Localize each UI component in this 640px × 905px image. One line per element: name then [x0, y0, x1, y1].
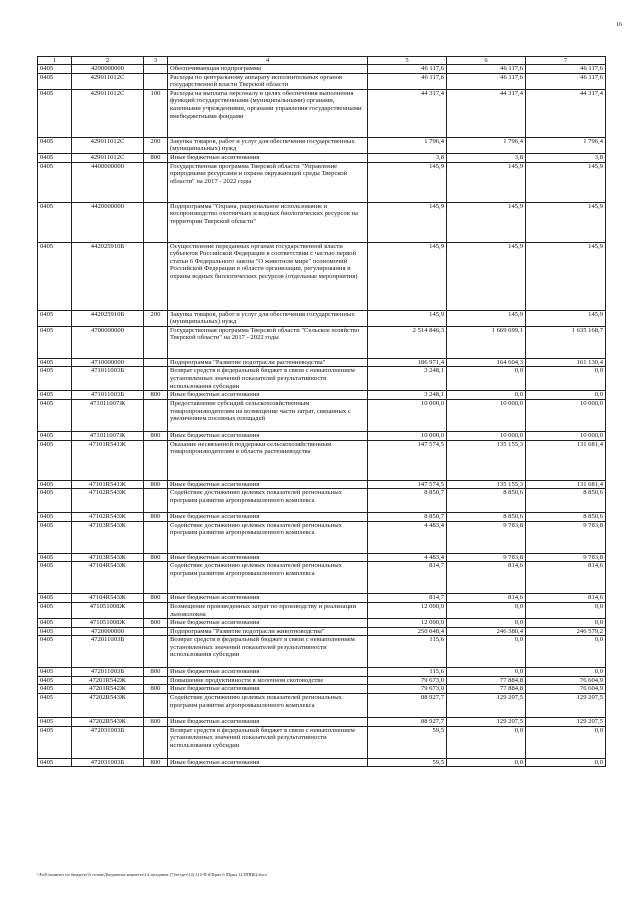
table-row — [38, 153, 606, 162]
item-name-cell: Иные бюджетные ассигнования — [168, 594, 368, 603]
amount-year1-cell: 46 117,6 — [368, 73, 447, 89]
table-row — [38, 594, 606, 603]
amount-year2-cell: 0,0 — [447, 602, 526, 618]
amount-year1-cell: 3 248,1 — [368, 367, 447, 391]
target-code-cell: 4420000000 — [72, 202, 144, 242]
expense-type-cell — [144, 242, 168, 310]
target-code-cell: 472011003Б — [72, 668, 144, 677]
section-code-cell: 0405 — [38, 242, 72, 310]
header-cell: 5 — [368, 57, 447, 65]
target-code-cell: 4700000000 — [72, 326, 144, 358]
header-cell: 1 — [38, 57, 72, 65]
item-name-cell: Возврат средств в федеральный бюджет в связи с невыполнением установленных значений показателей результативности использования субсидии — [168, 367, 368, 391]
amount-year3-cell: 0,0 — [526, 758, 606, 767]
amount-year2-cell: 246 380,4 — [447, 627, 526, 636]
target-code-cell: 471051008Ж — [72, 619, 144, 628]
section-code-cell: 0405 — [38, 521, 72, 553]
amount-year2-cell: 0,0 — [447, 391, 526, 400]
section-code-cell: 0405 — [38, 619, 72, 628]
section-code-cell: 0405 — [38, 562, 72, 594]
item-name-cell: Расходы по центральному аппарату исполнительных органов государственной власти Тверской области — [168, 73, 368, 89]
item-name-cell: Иные бюджетные ассигнования — [168, 431, 368, 440]
amount-year3-cell: 9 783,8 — [526, 553, 606, 562]
file-path-footer: \\Fs01\комитет по бюджету\6 созыв\Документы комитета\14 заседание (7)\ет\дет\14) 312-П-6\Прил 6 (Прил 12 ППЦБ).docx — [37, 872, 267, 877]
amount-year3-cell: 1 635 168,7 — [526, 326, 606, 358]
expense-type-cell: 800 — [144, 758, 168, 767]
item-name-cell: Государственная программа Тверской области "Управление природными ресурсами и охрана окружающей среды Тверской области" на 2017 - 2022 годы — [168, 162, 368, 202]
amount-year3-cell: 131 681,4 — [526, 440, 606, 480]
amount-year1-cell: 12 000,0 — [368, 602, 447, 618]
expense-type-cell — [144, 73, 168, 89]
header-cell: 3 — [144, 57, 168, 65]
expense-type-cell — [144, 358, 168, 367]
target-code-cell: 47202R543Ж — [72, 694, 144, 718]
expense-type-cell — [144, 440, 168, 480]
section-code-cell: 0405 — [38, 358, 72, 367]
amount-year3-cell: 145,9 — [526, 310, 606, 326]
expense-type-cell: 800 — [144, 619, 168, 628]
amount-year1-cell: 8 850,7 — [368, 489, 447, 513]
target-code-cell: 47104R543Ж — [72, 594, 144, 603]
table-row — [38, 162, 606, 202]
expense-type-cell: 800 — [144, 553, 168, 562]
item-name-cell: Иные бюджетные ассигнования — [168, 758, 368, 767]
amount-year1-cell: 145,9 — [368, 242, 447, 310]
table-row — [38, 619, 606, 628]
item-name-cell: Расходы на выплаты персоналу в целях обеспечения выполнения функций государственными (муниципальными) органами, казенными учреждениями, органами управления государственными внебюджетными фондами — [168, 89, 368, 137]
section-code-cell: 0405 — [38, 326, 72, 358]
expense-type-cell: 800 — [144, 153, 168, 162]
expense-type-cell — [144, 676, 168, 685]
section-code-cell: 0405 — [38, 431, 72, 440]
target-code-cell: 442025910Б — [72, 310, 144, 326]
amount-year2-cell: 0,0 — [447, 758, 526, 767]
expense-type-cell — [144, 399, 168, 431]
amount-year3-cell: 129 207,5 — [526, 694, 606, 718]
target-code-cell: 472011003Б — [72, 636, 144, 668]
section-code-cell: 0405 — [38, 89, 72, 137]
header-cell: 6 — [447, 57, 526, 65]
section-code-cell: 0405 — [38, 668, 72, 677]
amount-year3-cell: 10 000,0 — [526, 399, 606, 431]
target-code-cell: 47103R543Ж — [72, 521, 144, 553]
item-name-cell: Иные бюджетные ассигнования — [168, 153, 368, 162]
amount-year2-cell: 1 796,4 — [447, 137, 526, 153]
amount-year2-cell: 814,6 — [447, 594, 526, 603]
target-code-cell: 47201R542Ж — [72, 676, 144, 685]
item-name-cell: Предоставление субсидий сельскохозяйственным товаропроизводителям на возмещение части затрат, связанных с увеличением посевных площадей — [168, 399, 368, 431]
target-code-cell: 429011012С — [72, 89, 144, 137]
target-code-cell: 429011012С — [72, 137, 144, 153]
table-row — [38, 758, 606, 767]
amount-year1-cell: 1 796,4 — [368, 137, 447, 153]
amount-year1-cell: 88 927,7 — [368, 694, 447, 718]
section-code-cell: 0405 — [38, 726, 72, 758]
item-name-cell: Иные бюджетные ассигнования — [168, 619, 368, 628]
amount-year2-cell: 1 669 699,1 — [447, 326, 526, 358]
table-row — [38, 636, 606, 668]
table-row — [38, 602, 606, 618]
target-code-cell: 47102R543Ж — [72, 489, 144, 513]
expense-type-cell: 800 — [144, 668, 168, 677]
table-row — [38, 399, 606, 431]
amount-year3-cell: 814,6 — [526, 594, 606, 603]
expense-type-cell: 800 — [144, 431, 168, 440]
amount-year1-cell: 12 000,0 — [368, 619, 447, 628]
amount-year1-cell: 115,6 — [368, 668, 447, 677]
item-name-cell: Иные бюджетные ассигнования — [168, 685, 368, 694]
expense-type-cell — [144, 694, 168, 718]
amount-year3-cell: 8 850,6 — [526, 489, 606, 513]
amount-year2-cell: 129 207,5 — [447, 694, 526, 718]
amount-year2-cell: 3,8 — [447, 153, 526, 162]
section-code-cell: 0405 — [38, 676, 72, 685]
table-row — [38, 562, 606, 594]
item-name-cell: Оказание несвязанной поддержки сельскохозяйственным товаропроизводителям в области растениеводства — [168, 440, 368, 480]
table-row — [38, 685, 606, 694]
target-code-cell: 4710000000 — [72, 358, 144, 367]
item-name-cell: Осуществление переданных органам государственной власти субъектов Российской Федерации в соответствии с частью первой статьи 6 Федерального закона "О животном мире" полномочий Российской Федерации в области организации, регулирования и охраны водных биологических ресурсов (отдельные мероприятия) — [168, 242, 368, 310]
item-name-cell: Подпрограмма "Развитие подотрасли животноводства" — [168, 627, 368, 636]
amount-year2-cell: 0,0 — [447, 619, 526, 628]
table-row — [38, 521, 606, 553]
section-code-cell: 0405 — [38, 636, 72, 668]
amount-year2-cell: 44 317,4 — [447, 89, 526, 137]
expense-type-cell — [144, 521, 168, 553]
amount-year3-cell: 131 681,4 — [526, 480, 606, 489]
target-code-cell: 429011012С — [72, 73, 144, 89]
section-code-cell: 0405 — [38, 758, 72, 767]
item-name-cell: Иные бюджетные ассигнования — [168, 718, 368, 727]
amount-year1-cell: 88 927,7 — [368, 718, 447, 727]
section-code-cell: 0405 — [38, 202, 72, 242]
amount-year1-cell: 10 000,0 — [368, 431, 447, 440]
section-code-cell: 0405 — [38, 627, 72, 636]
target-code-cell: 471051008Ж — [72, 602, 144, 618]
section-code-cell: 0405 — [38, 685, 72, 694]
amount-year3-cell: 10 000,0 — [526, 431, 606, 440]
amount-year2-cell: 0,0 — [447, 668, 526, 677]
amount-year3-cell: 76 604,9 — [526, 676, 606, 685]
table-row — [38, 513, 606, 522]
amount-year2-cell: 46 117,6 — [447, 73, 526, 89]
item-name-cell: Закупка товаров, работ и услуг для обеспечения государственных (муниципальных) нужд — [168, 137, 368, 153]
table-row — [38, 718, 606, 727]
expense-type-cell — [144, 627, 168, 636]
item-name-cell: Иные бюджетные ассигнования — [168, 513, 368, 522]
expense-type-cell — [144, 162, 168, 202]
amount-year1-cell: 59,5 — [368, 726, 447, 758]
table-row — [38, 440, 606, 480]
table-row — [38, 202, 606, 242]
expense-type-cell — [144, 602, 168, 618]
amount-year1-cell: 46 117,6 — [368, 65, 447, 74]
item-name-cell: Содействие достижению целевых показателей региональных программ развития агропромышленного комплекса — [168, 521, 368, 553]
expense-type-cell: 800 — [144, 391, 168, 400]
target-code-cell: 429011012С — [72, 153, 144, 162]
target-code-cell: 47202R543Ж — [72, 718, 144, 727]
amount-year3-cell: 0,0 — [526, 726, 606, 758]
amount-year1-cell: 145,9 — [368, 202, 447, 242]
amount-year3-cell: 46 117,6 — [526, 65, 606, 74]
amount-year2-cell: 8 850,6 — [447, 489, 526, 513]
table-row — [38, 627, 606, 636]
amount-year2-cell: 9 783,8 — [447, 553, 526, 562]
amount-year1-cell: 8 850,7 — [368, 513, 447, 522]
amount-year2-cell: 10 000,0 — [447, 431, 526, 440]
expense-type-cell: 200 — [144, 310, 168, 326]
item-name-cell: Закупка товаров, работ и услуг для обеспечения государственных (муниципальных) нужд — [168, 310, 368, 326]
target-code-cell: 47101R541Ж — [72, 480, 144, 489]
expense-type-cell — [144, 636, 168, 668]
amount-year3-cell: 145,9 — [526, 162, 606, 202]
amount-year1-cell: 44 317,4 — [368, 89, 447, 137]
section-code-cell: 0405 — [38, 162, 72, 202]
amount-year3-cell: 0,0 — [526, 668, 606, 677]
target-code-cell: 4290000000 — [72, 65, 144, 74]
table-row — [38, 391, 606, 400]
header-row — [38, 57, 606, 65]
amount-year3-cell: 44 317,4 — [526, 89, 606, 137]
amount-year1-cell: 115,6 — [368, 636, 447, 668]
page-number: 16 — [616, 22, 622, 28]
header-cell: 7 — [526, 57, 606, 65]
table-row — [38, 553, 606, 562]
amount-year1-cell: 145,9 — [368, 162, 447, 202]
table-row — [38, 310, 606, 326]
amount-year1-cell: 4 483,4 — [368, 553, 447, 562]
expense-type-cell — [144, 202, 168, 242]
amount-year1-cell: 145,9 — [368, 310, 447, 326]
amount-year3-cell: 46 117,6 — [526, 73, 606, 89]
item-name-cell: Содействие достижению целевых показателей региональных программ развития агропромышленного комплекса — [168, 562, 368, 594]
amount-year2-cell: 0,0 — [447, 367, 526, 391]
target-code-cell: 47103R543Ж — [72, 553, 144, 562]
amount-year2-cell: 129 207,5 — [447, 718, 526, 727]
expense-type-cell: 800 — [144, 685, 168, 694]
amount-year3-cell: 0,0 — [526, 367, 606, 391]
section-code-cell: 0405 — [38, 65, 72, 74]
expense-type-cell — [144, 489, 168, 513]
amount-year2-cell: 135 155,3 — [447, 480, 526, 489]
amount-year3-cell: 0,0 — [526, 391, 606, 400]
table-row — [38, 367, 606, 391]
table-row — [38, 726, 606, 758]
table-row — [38, 489, 606, 513]
amount-year1-cell: 147 574,5 — [368, 440, 447, 480]
amount-year3-cell: 3,8 — [526, 153, 606, 162]
section-code-cell: 0405 — [38, 73, 72, 89]
header-cell: 4 — [168, 57, 368, 65]
item-name-cell: Подпрограмма "Охрана, рациональное использование и воспроизводство охотничьих и водных биологических ресурсов на территории Тверской области" — [168, 202, 368, 242]
amount-year1-cell: 2 514 846,3 — [368, 326, 447, 358]
target-code-cell: 4400000000 — [72, 162, 144, 202]
table-row — [38, 358, 606, 367]
section-code-cell: 0405 — [38, 553, 72, 562]
section-code-cell: 0405 — [38, 594, 72, 603]
expense-type-cell — [144, 726, 168, 758]
amount-year1-cell: 814,7 — [368, 594, 447, 603]
section-code-cell: 0405 — [38, 310, 72, 326]
target-code-cell: 47101R541Ж — [72, 440, 144, 480]
target-code-cell: 471011003Б — [72, 367, 144, 391]
expense-type-cell: 800 — [144, 480, 168, 489]
amount-year1-cell: 814,7 — [368, 562, 447, 594]
amount-year1-cell: 10 000,0 — [368, 399, 447, 431]
table-row — [38, 137, 606, 153]
table-row — [38, 89, 606, 137]
amount-year1-cell: 3,8 — [368, 153, 447, 162]
amount-year1-cell: 4 483,4 — [368, 521, 447, 553]
section-code-cell: 0405 — [38, 391, 72, 400]
amount-year3-cell: 145,9 — [526, 202, 606, 242]
item-name-cell: Иные бюджетные ассигнования — [168, 668, 368, 677]
target-code-cell: 471011003Б — [72, 391, 144, 400]
table-row — [38, 480, 606, 489]
item-name-cell: Содействие достижению целевых показателей региональных программ развития агропромышленного комплекса — [168, 694, 368, 718]
target-code-cell: 4720000000 — [72, 627, 144, 636]
section-code-cell: 0405 — [38, 602, 72, 618]
expense-type-cell: 800 — [144, 594, 168, 603]
table-row — [38, 242, 606, 310]
section-code-cell: 0405 — [38, 440, 72, 480]
item-name-cell: Государственная программа Тверской области "Сельское хозяйство Тверской области" на 2017 - 2022 годы — [168, 326, 368, 358]
header-cell: 2 — [72, 57, 144, 65]
amount-year2-cell: 46 117,6 — [447, 65, 526, 74]
target-code-cell: 472031003Б — [72, 758, 144, 767]
amount-year2-cell: 145,9 — [447, 202, 526, 242]
amount-year1-cell: 79 673,0 — [368, 676, 447, 685]
item-name-cell: Возмещение произведенных затрат по производству и реализации льноволокна — [168, 602, 368, 618]
amount-year3-cell: 1 796,4 — [526, 137, 606, 153]
section-code-cell: 0405 — [38, 513, 72, 522]
expense-type-cell — [144, 65, 168, 74]
amount-year2-cell: 10 000,0 — [447, 399, 526, 431]
item-name-cell: Иные бюджетные ассигнования — [168, 391, 368, 400]
item-name-cell: Содействие достижению целевых показателей региональных программ развития агропромышленного комплекса — [168, 489, 368, 513]
section-code-cell: 0405 — [38, 137, 72, 153]
table-row — [38, 65, 606, 74]
amount-year2-cell: 145,9 — [447, 310, 526, 326]
table-row — [38, 668, 606, 677]
expense-type-cell: 800 — [144, 513, 168, 522]
amount-year2-cell: 145,9 — [447, 162, 526, 202]
amount-year2-cell: 77 884,8 — [447, 676, 526, 685]
amount-year2-cell: 0,0 — [447, 636, 526, 668]
amount-year3-cell: 8 850,6 — [526, 513, 606, 522]
amount-year1-cell: 250 048,4 — [368, 627, 447, 636]
amount-year3-cell: 129 207,5 — [526, 718, 606, 727]
target-code-cell: 471011007Ж — [72, 399, 144, 431]
amount-year2-cell: 135 155,3 — [447, 440, 526, 480]
target-code-cell: 47102R543Ж — [72, 513, 144, 522]
amount-year1-cell: 3 248,1 — [368, 391, 447, 400]
amount-year3-cell: 0,0 — [526, 619, 606, 628]
section-code-cell: 0405 — [38, 153, 72, 162]
amount-year1-cell: 79 673,0 — [368, 685, 447, 694]
amount-year3-cell: 161 130,4 — [526, 358, 606, 367]
amount-year2-cell: 814,6 — [447, 562, 526, 594]
amount-year2-cell: 77 884,8 — [447, 685, 526, 694]
amount-year3-cell: 9 783,8 — [526, 521, 606, 553]
amount-year3-cell: 0,0 — [526, 636, 606, 668]
item-name-cell: Обеспечивающая подпрограмма — [168, 65, 368, 74]
amount-year2-cell: 164 604,3 — [447, 358, 526, 367]
amount-year2-cell: 8 850,6 — [447, 513, 526, 522]
section-code-cell: 0405 — [38, 489, 72, 513]
item-name-cell: Повышение продуктивности в молочном скотоводстве — [168, 676, 368, 685]
target-code-cell: 471011007Ж — [72, 431, 144, 440]
expense-type-cell: 200 — [144, 137, 168, 153]
amount-year3-cell: 0,0 — [526, 602, 606, 618]
expense-type-cell — [144, 326, 168, 358]
expense-type-cell — [144, 562, 168, 594]
amount-year3-cell: 145,9 — [526, 242, 606, 310]
item-name-cell: Иные бюджетные ассигнования — [168, 480, 368, 489]
table-row — [38, 676, 606, 685]
target-code-cell: 442025910Б — [72, 242, 144, 310]
amount-year2-cell: 0,0 — [447, 726, 526, 758]
target-code-cell: 47104R543Ж — [72, 562, 144, 594]
table-row — [38, 431, 606, 440]
amount-year3-cell: 814,6 — [526, 562, 606, 594]
table-row — [38, 326, 606, 358]
amount-year3-cell: 76 604,9 — [526, 685, 606, 694]
expense-type-cell: 100 — [144, 89, 168, 137]
section-code-cell: 0405 — [38, 367, 72, 391]
budget-table — [37, 56, 606, 767]
expense-type-cell: 800 — [144, 718, 168, 727]
amount-year3-cell: 246 579,2 — [526, 627, 606, 636]
target-code-cell: 472031003Б — [72, 726, 144, 758]
amount-year1-cell: 186 971,4 — [368, 358, 447, 367]
section-code-cell: 0405 — [38, 480, 72, 489]
amount-year1-cell: 147 574,5 — [368, 480, 447, 489]
amount-year2-cell: 9 783,8 — [447, 521, 526, 553]
table-row — [38, 694, 606, 718]
item-name-cell: Возврат средств в федеральный бюджет в связи с невыполнением установленных значений показателей результативности использования субсидии — [168, 726, 368, 758]
section-code-cell: 0405 — [38, 718, 72, 727]
table-row — [38, 73, 606, 89]
item-name-cell: Возврат средств в федеральный бюджет в связи с невыполнением установленных значений показателей результативности использования субсидии — [168, 636, 368, 668]
target-code-cell: 47201R542Ж — [72, 685, 144, 694]
item-name-cell: Иные бюджетные ассигнования — [168, 553, 368, 562]
amount-year1-cell: 59,5 — [368, 758, 447, 767]
amount-year2-cell: 145,9 — [447, 242, 526, 310]
section-code-cell: 0405 — [38, 399, 72, 431]
section-code-cell: 0405 — [38, 694, 72, 718]
expense-type-cell — [144, 367, 168, 391]
item-name-cell: Подпрограмма "Развитие подотрасли растениеводства" — [168, 358, 368, 367]
